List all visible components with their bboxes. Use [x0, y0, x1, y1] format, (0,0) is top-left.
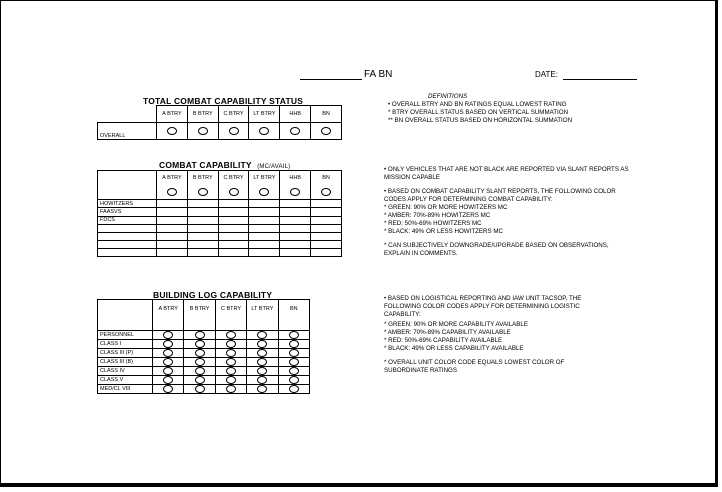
- date-line: [563, 79, 637, 80]
- data-cell[interactable]: [157, 200, 188, 208]
- column-header: BN: [278, 300, 309, 331]
- data-cell[interactable]: [280, 248, 311, 256]
- data-cell[interactable]: [218, 216, 249, 224]
- log-capability-title: BUILDING LOG CAPABILITY: [153, 290, 273, 300]
- log-cell[interactable]: [215, 358, 246, 367]
- status-circle-icon: [289, 331, 299, 339]
- data-cell[interactable]: [218, 240, 249, 248]
- note-line: * RED: 50%-69% CAPABILITY AVAILABLE: [384, 337, 503, 344]
- note-line: • BASED ON LOGISTICAL REPORTING AND IAW UNIT TACSOP, THE FOLLOWING COLOR CODES APPLY FOR DETERMINING LOGISTIC CAPABILITY:: [384, 295, 582, 318]
- log-cell[interactable]: [215, 340, 246, 349]
- log-cell[interactable]: [247, 340, 278, 349]
- column-header: B BTRY: [187, 106, 218, 123]
- row-label: FDCS: [98, 216, 157, 224]
- log-cell[interactable]: [184, 340, 215, 349]
- log-cell[interactable]: [278, 349, 309, 358]
- status-circle-icon: [257, 358, 267, 366]
- column-header-label: C BTRY: [223, 174, 244, 181]
- data-cell[interactable]: [187, 248, 218, 256]
- log-cell[interactable]: [215, 349, 246, 358]
- data-cell[interactable]: [157, 232, 188, 240]
- column-header: [157, 171, 188, 200]
- column-header: A BTRY: [157, 106, 188, 123]
- status-circle-icon: [195, 385, 205, 393]
- column-header-label: LT BTRY: [253, 174, 276, 181]
- unit-label: FA BN: [364, 69, 393, 80]
- note-line: * AMBER: 70%-89% CAPABILITY AVAILABLE: [384, 329, 511, 336]
- log-cell[interactable]: [184, 358, 215, 367]
- column-header: [280, 171, 311, 200]
- status-circle-icon: [167, 127, 177, 135]
- unit-name-line: [300, 79, 362, 80]
- log-cell[interactable]: [184, 331, 215, 340]
- status-circle-icon: [257, 349, 267, 357]
- log-cell[interactable]: [153, 367, 184, 376]
- row-label: [98, 232, 157, 240]
- combat-capability-table: [97, 170, 342, 257]
- data-cell[interactable]: [249, 224, 280, 232]
- data-cell[interactable]: [249, 232, 280, 240]
- status-circle-icon: [226, 376, 236, 384]
- column-header: [218, 171, 249, 200]
- data-cell[interactable]: [157, 224, 188, 232]
- data-cell[interactable]: [249, 216, 280, 224]
- log-capability-table: [97, 299, 310, 394]
- log-cell[interactable]: [153, 385, 184, 394]
- data-cell[interactable]: [280, 200, 311, 208]
- combat-notes: [384, 166, 632, 258]
- note-line: * RED: 50%-69% HOWITZERS MC: [384, 220, 482, 227]
- column-header-label: A BTRY: [162, 174, 182, 181]
- row-label: CLASS III (P): [98, 349, 153, 358]
- data-cell[interactable]: [311, 200, 342, 208]
- data-cell[interactable]: [311, 232, 342, 240]
- status-circle-icon: [289, 340, 299, 348]
- log-cell[interactable]: [247, 331, 278, 340]
- total-status-table: [97, 105, 342, 140]
- status-circle-icon: [195, 376, 205, 384]
- status-cell[interactable]: [249, 123, 280, 140]
- row-label: HOWITZERS: [98, 200, 157, 208]
- status-circle-icon: [163, 340, 173, 348]
- corner-cell: [98, 300, 153, 331]
- status-circle-icon: [257, 340, 267, 348]
- log-cell[interactable]: [153, 331, 184, 340]
- status-circle-icon: [257, 331, 267, 339]
- log-cell[interactable]: [247, 376, 278, 385]
- row-label: [98, 224, 157, 232]
- note-line: * AMBER: 70%-89% HOWITZERS MC: [384, 212, 491, 219]
- status-circle-icon: [195, 358, 205, 366]
- log-cell[interactable]: [278, 367, 309, 376]
- data-cell[interactable]: [157, 240, 188, 248]
- row-label: CLASS IV: [98, 367, 153, 376]
- column-header: [249, 171, 280, 200]
- status-circle-icon: [226, 349, 236, 357]
- status-circle-icon: [163, 367, 173, 375]
- status-circle-icon: [259, 127, 269, 135]
- definition-line: * BTRY OVERALL STATUS BASED ON VERTICAL SUMMATION: [388, 109, 569, 116]
- log-cell[interactable]: [184, 367, 215, 376]
- status-circle-icon: [198, 127, 208, 135]
- status-circle-icon: [289, 349, 299, 357]
- combat-capability-title: [159, 160, 290, 170]
- column-header: HHB: [280, 106, 311, 123]
- status-circle-icon: [289, 367, 299, 375]
- note-line: * BLACK: 49% OR LESS CAPABILITY AVAILABLE: [384, 345, 524, 352]
- row-label: FAASVS: [98, 208, 157, 216]
- date-label: DATE:: [535, 70, 558, 79]
- data-cell[interactable]: [218, 208, 249, 216]
- log-cell[interactable]: [278, 376, 309, 385]
- note-line: • ONLY VEHICLES THAT ARE NOT BLACK ARE REPORTED VIA SLANT REPORTS AS MISSION CAPABLE: [384, 166, 629, 181]
- data-cell[interactable]: [249, 248, 280, 256]
- status-circle-icon: [195, 340, 205, 348]
- data-cell[interactable]: [218, 200, 249, 208]
- status-circle-icon: [163, 358, 173, 366]
- data-cell[interactable]: [311, 248, 342, 256]
- data-cell[interactable]: [187, 240, 218, 248]
- log-cell[interactable]: [215, 367, 246, 376]
- log-cell[interactable]: [153, 349, 184, 358]
- status-circle-icon: [321, 188, 331, 196]
- status-circle-icon: [289, 385, 299, 393]
- column-header: A BTRY: [153, 300, 184, 331]
- status-circle-icon: [226, 331, 236, 339]
- column-header: [187, 171, 218, 200]
- log-cell[interactable]: [247, 367, 278, 376]
- status-cell[interactable]: [157, 123, 188, 140]
- data-cell[interactable]: [280, 208, 311, 216]
- total-status-title: TOTAL COMBAT CAPABILITY STATUS: [143, 96, 304, 106]
- data-cell[interactable]: [157, 208, 188, 216]
- data-cell[interactable]: [280, 232, 311, 240]
- row-label-overall: OVERALL: [98, 123, 157, 140]
- data-cell[interactable]: [218, 224, 249, 232]
- definitions: [388, 93, 588, 125]
- column-header-label: B BTRY: [192, 174, 213, 181]
- log-cell[interactable]: [215, 376, 246, 385]
- data-cell[interactable]: [280, 224, 311, 232]
- status-circle-icon: [163, 331, 173, 339]
- data-cell[interactable]: [187, 224, 218, 232]
- column-header: C BTRY: [218, 106, 249, 123]
- note-line: * GREEN: 90% OR MORE HOWITZERS MC: [384, 204, 508, 211]
- status-circle-icon: [257, 385, 267, 393]
- definitions-title: DEFINITIONS: [428, 93, 468, 100]
- status-circle-icon: [290, 188, 300, 196]
- data-cell[interactable]: [157, 216, 188, 224]
- data-cell[interactable]: [311, 208, 342, 216]
- log-cell[interactable]: [278, 340, 309, 349]
- log-cell[interactable]: [247, 385, 278, 394]
- status-circle-icon: [290, 127, 300, 135]
- corner-cell: [98, 106, 157, 123]
- status-circle-icon: [167, 188, 177, 196]
- status-circle-icon: [226, 385, 236, 393]
- data-cell[interactable]: [249, 208, 280, 216]
- note-line: * BLACK: 49% OR LESS HOWITZERS MC: [384, 228, 503, 235]
- row-label: CLASS I: [98, 340, 153, 349]
- status-circle-icon: [198, 188, 208, 196]
- combat-capability-subtitle: (MC/AVAIL): [257, 164, 291, 170]
- log-cell[interactable]: [215, 331, 246, 340]
- status-circle-icon: [259, 188, 269, 196]
- data-cell[interactable]: [187, 200, 218, 208]
- status-circle-icon: [257, 376, 267, 384]
- note-line: * GREEN: 90% OR MORE CAPABILITY AVAILABLE: [384, 321, 528, 328]
- status-cell[interactable]: [311, 123, 342, 140]
- row-label: MED/CL VIII: [98, 385, 153, 394]
- log-cell[interactable]: [278, 331, 309, 340]
- log-cell[interactable]: [153, 358, 184, 367]
- definition-line: • OVERALL BTRY AND BN RATINGS EQUAL LOWEST RATING: [388, 101, 567, 108]
- status-circle-icon: [163, 349, 173, 357]
- status-cell[interactable]: [187, 123, 218, 140]
- status-circle-icon: [195, 331, 205, 339]
- row-label: PERSONNEL: [98, 331, 153, 340]
- column-header-label: BN: [322, 174, 330, 181]
- row-label: [98, 248, 157, 256]
- log-cell[interactable]: [247, 349, 278, 358]
- data-cell[interactable]: [157, 248, 188, 256]
- data-cell[interactable]: [187, 216, 218, 224]
- column-header: BN: [311, 106, 342, 123]
- log-cell[interactable]: [215, 385, 246, 394]
- column-header: LT BTRY: [247, 300, 278, 331]
- data-cell[interactable]: [218, 248, 249, 256]
- data-cell[interactable]: [280, 216, 311, 224]
- log-cell[interactable]: [153, 376, 184, 385]
- column-header-label: HHB: [289, 174, 302, 181]
- column-header: B BTRY: [184, 300, 215, 331]
- status-circle-icon: [226, 367, 236, 375]
- data-cell[interactable]: [249, 240, 280, 248]
- status-cell[interactable]: [280, 123, 311, 140]
- status-circle-icon: [226, 340, 236, 348]
- log-cell[interactable]: [247, 358, 278, 367]
- data-cell[interactable]: [280, 240, 311, 248]
- status-circle-icon: [195, 349, 205, 357]
- status-cell[interactable]: [218, 123, 249, 140]
- status-circle-icon: [289, 358, 299, 366]
- log-cell[interactable]: [184, 349, 215, 358]
- row-label: [98, 240, 157, 248]
- status-circle-icon: [226, 358, 236, 366]
- data-cell[interactable]: [218, 232, 249, 240]
- column-header: C BTRY: [215, 300, 246, 331]
- log-notes: [384, 295, 584, 375]
- corner-cell: [98, 171, 157, 200]
- log-cell[interactable]: [278, 385, 309, 394]
- column-header: [311, 171, 342, 200]
- status-circle-icon: [289, 376, 299, 384]
- log-cell[interactable]: [184, 376, 215, 385]
- status-circle-icon: [163, 385, 173, 393]
- note-line: * OVERALL UNIT COLOR CODE EQUALS LOWEST COLOR OF SUBORDINATE RATINGS: [384, 359, 565, 374]
- log-cell[interactable]: [184, 385, 215, 394]
- status-circle-icon: [257, 367, 267, 375]
- data-cell[interactable]: [311, 224, 342, 232]
- row-label: CLASS III (B): [98, 358, 153, 367]
- column-header: LT BTRY: [249, 106, 280, 123]
- data-cell[interactable]: [311, 216, 342, 224]
- data-cell[interactable]: [311, 240, 342, 248]
- status-circle-icon: [229, 127, 239, 135]
- status-circle-icon: [163, 376, 173, 384]
- log-cell[interactable]: [153, 340, 184, 349]
- log-cell[interactable]: [278, 358, 309, 367]
- data-cell[interactable]: [187, 232, 218, 240]
- note-line: * CAN SUBJECTIVELY DOWNGRADE/UPGRADE BASED ON OBSERVATIONS, EXPLAIN IN COMMENTS.: [384, 242, 609, 257]
- row-label: CLASS V: [98, 376, 153, 385]
- status-circle-icon: [229, 188, 239, 196]
- data-cell[interactable]: [249, 200, 280, 208]
- definition-line: ** BN OVERALL STATUS BASED ON HORIZONTAL SUMMATION: [388, 117, 573, 124]
- status-circle-icon: [195, 367, 205, 375]
- combat-capability-heading: COMBAT CAPABILITY: [159, 160, 252, 170]
- note-line: • BASED ON COMBAT CAPABILITY SLANT REPORTS, THE FOLLOWING COLOR CODES APPLY FOR DETERMINING COMBAT CAPABILITY:: [384, 188, 616, 203]
- data-cell[interactable]: [187, 208, 218, 216]
- status-circle-icon: [321, 127, 331, 135]
